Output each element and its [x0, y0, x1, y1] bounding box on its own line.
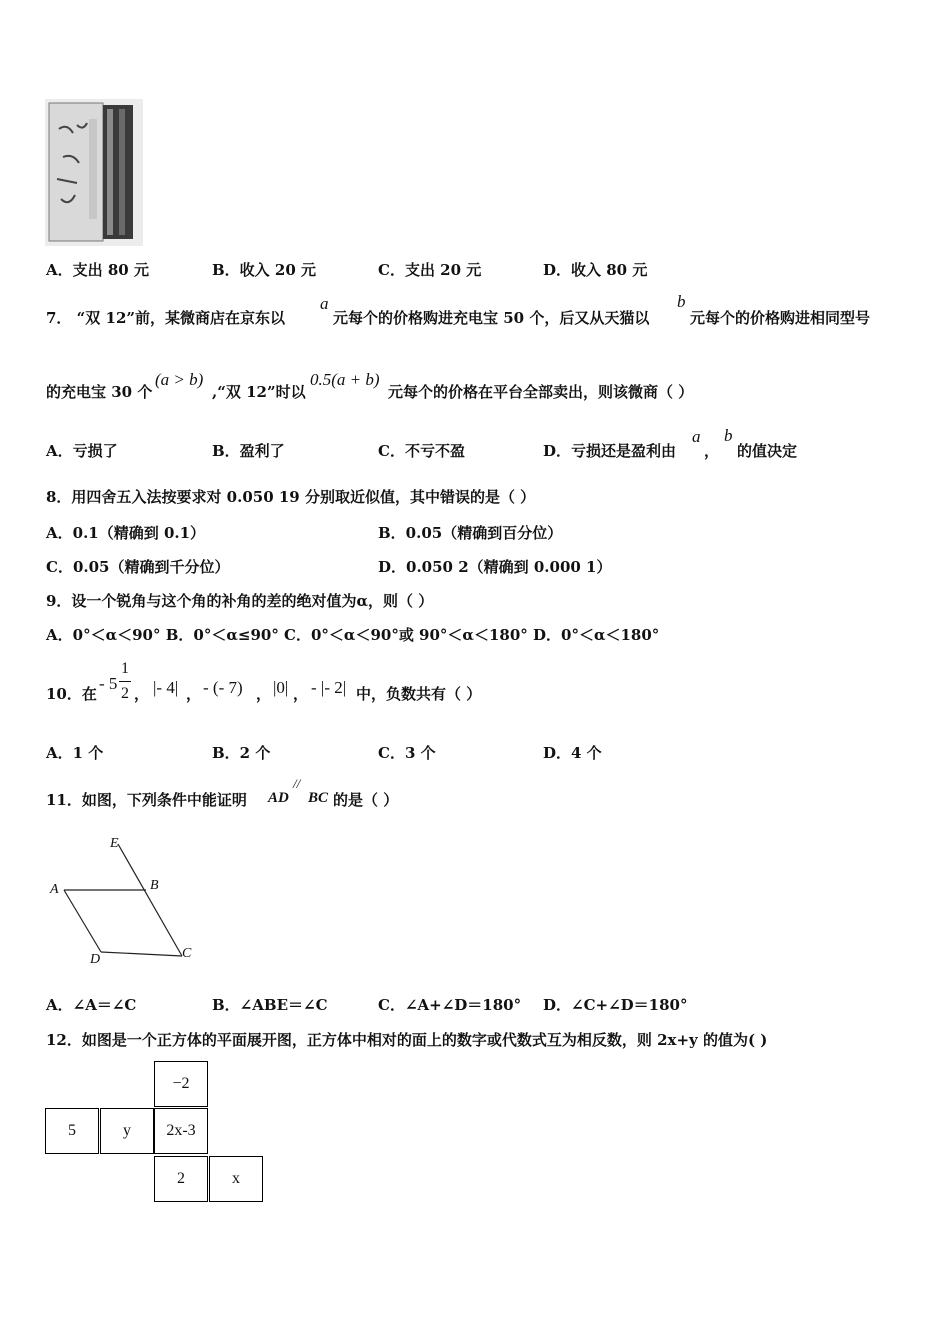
cube-face-left2: y [100, 1108, 154, 1154]
q7-var-b: b [677, 292, 686, 311]
q11-label-a: A [50, 882, 59, 897]
q7-line2-pre: 的充电宝 30 个 [46, 383, 153, 401]
q11-label-e: E [110, 836, 119, 851]
q11-option-a[interactable]: A．∠A＝∠C [46, 996, 137, 1014]
q9-stem: 9．设一个锐角与这个角的补角的差的绝对值为α，则（ ） [46, 592, 434, 610]
q10-post: 中，负数共有（ ） [356, 685, 482, 703]
q11-label-d: D [90, 952, 101, 967]
q8-option-b[interactable]: B．0.05（精确到百分位） [378, 524, 563, 542]
q11-post: 的是（ ） [333, 791, 399, 809]
q6-option-d[interactable]: D．收入 80 元 [543, 261, 648, 279]
q7-line1-mid: 元每个的价格购进充电宝 50 个，后又从天猫以 [333, 309, 650, 327]
q11-line-ad [64, 890, 101, 952]
q10-option-a[interactable]: A．1 个 [46, 744, 104, 762]
cube-face-bottom: 2 [154, 1156, 208, 1202]
q10-pre: 10．在 [46, 685, 97, 703]
q11-option-d[interactable]: D．∠C+∠D＝180° [543, 996, 688, 1014]
q10-n1-den: 2 [121, 685, 129, 702]
q7-option-d[interactable]: D．亏损还是盈利由 [543, 442, 677, 460]
cube-face-left1: 5 [45, 1108, 99, 1154]
q12-stem: 12．如图是一个正方体的平面展开图，正方体中相对的面上的数字或代数式互为相反数，则 2x+y 的值为( ) [46, 1031, 768, 1049]
q7-line2-mid: ,“双 12”时以 [212, 383, 306, 401]
q7-line1-post: 元每个的价格购进相同型号 [690, 309, 871, 327]
book-photo [45, 99, 143, 246]
q7-option-b[interactable]: B．盈利了 [212, 442, 285, 460]
q7-condition: (a > b) [155, 370, 204, 389]
q11-option-c[interactable]: C．∠A+∠D＝180° [378, 996, 522, 1014]
cube-face-top: −2 [154, 1061, 208, 1107]
q10-n3: - (- 7) [203, 678, 243, 697]
q10-n2: |- 4| [153, 678, 179, 697]
q8-option-a[interactable]: A．0.1（精确到 0.1） [46, 524, 206, 542]
q6-option-b[interactable]: B．收入 20 元 [212, 261, 316, 279]
q7-var-a: a [320, 294, 329, 313]
q7-option-d-sep: ， [704, 442, 720, 460]
q7-option-d-post: 的值决定 [737, 442, 798, 460]
q6-option-c[interactable]: C．支出 20 元 [378, 261, 482, 279]
cube-net [45, 1061, 265, 1204]
q11-pre: 11．如图，下列条件中能证明 [46, 791, 247, 809]
q11-line-dc [101, 952, 182, 956]
q10-sep-4: ， [293, 685, 309, 703]
q11-bc: BC [308, 790, 329, 806]
q7-option-c[interactable]: C．不亏不盈 [378, 442, 465, 460]
q10-fraction-bar [119, 681, 131, 682]
q11-label-c: C [182, 946, 192, 961]
q10-n1-num: 1 [121, 660, 129, 677]
q8-option-d[interactable]: D．0.050 2（精确到 0.000 1） [378, 558, 612, 576]
q11-option-b[interactable]: B．∠ABE＝∠C [212, 996, 328, 1014]
q8-stem: 8．用四舍五入法按要求对 0.050 19 分别取近似值，其中错误的是（ ） [46, 488, 536, 506]
q6-option-a[interactable]: A．支出 80 元 [46, 261, 149, 279]
q10-n5: - |- 2| [311, 678, 347, 697]
q10-sep-3: ， [256, 685, 272, 703]
q7-option-a[interactable]: A．亏损了 [46, 442, 118, 460]
cube-face-center: 2x-3 [154, 1108, 208, 1154]
q7-option-d-var-a: a [692, 427, 701, 446]
q11-parallel: // [293, 776, 301, 791]
cube-face-right: x [209, 1156, 263, 1202]
q11-line-ec [118, 844, 182, 956]
q7-option-d-var-b: b [724, 426, 733, 445]
q7-price: 0.5(a + b) [310, 370, 380, 389]
q9-options[interactable]: A．0°＜α＜90° B．0°＜α≤90° C．0°＜α＜90°或 90°＜α＜180° D．0°＜α＜180° [46, 626, 660, 644]
q11-ad: AD [268, 790, 289, 806]
q8-option-c[interactable]: C．0.05（精确到千分位） [46, 558, 230, 576]
q10-n4: |0| [273, 678, 289, 697]
q7-line1-pre: 7． “双 12”前，某微商店在京东以 [46, 309, 286, 327]
q10-sep-1: ， [134, 685, 150, 703]
q10-option-c[interactable]: C．3 个 [378, 744, 436, 762]
q10-option-d[interactable]: D．4 个 [543, 744, 602, 762]
q7-line2-post: 元每个的价格在平台全部卖出，则该微商（ ） [388, 383, 694, 401]
q10-option-b[interactable]: B．2 个 [212, 744, 271, 762]
q10-n1-whole: - 5 [99, 674, 118, 693]
q10-sep-2: ， [186, 685, 202, 703]
q11-label-b: B [150, 878, 159, 893]
q11-figure [46, 832, 216, 972]
